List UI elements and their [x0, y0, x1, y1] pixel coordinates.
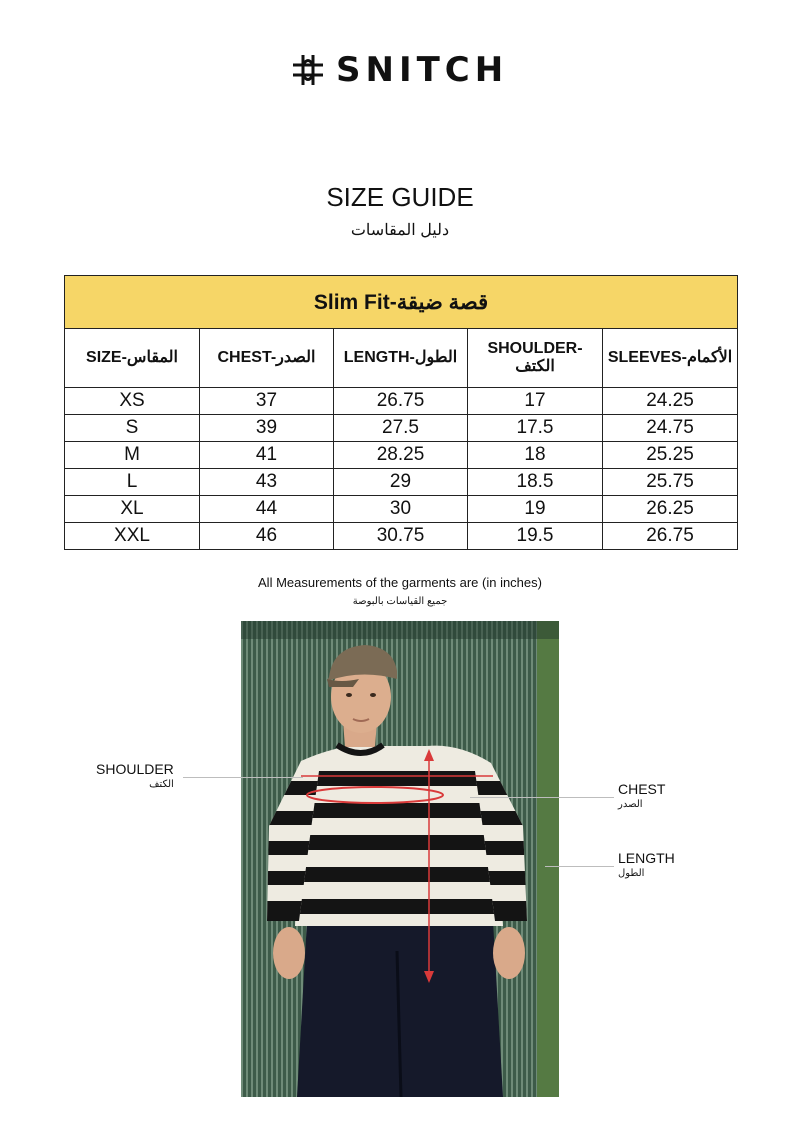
table-cell: 19	[468, 496, 603, 523]
table-cell: 30	[334, 496, 468, 523]
table-cell: 44	[200, 496, 334, 523]
length-label: LENGTH	[618, 850, 675, 866]
table-cell: L	[65, 469, 200, 496]
table-cell: 17.5	[468, 415, 603, 442]
table-cell: S	[65, 415, 200, 442]
measurement-note-arabic: جميع القياسات بالبوصة	[352, 596, 448, 607]
table-cell: 39	[200, 415, 334, 442]
table-cell: 18.5	[468, 469, 603, 496]
table-cell: 26.75	[603, 523, 738, 550]
brand-name: SNITCH	[336, 50, 509, 90]
chest-leader-line	[470, 797, 614, 798]
table-cell: 26.25	[603, 496, 738, 523]
brand-logo	[290, 50, 508, 90]
table-cell: 29	[334, 469, 468, 496]
shoulder-label: SHOULDER	[96, 761, 174, 777]
table-cell: XS	[65, 388, 200, 415]
table-row	[65, 469, 738, 496]
size-chart-table	[64, 275, 738, 550]
column-header: CHEST-الصدر	[200, 329, 334, 388]
shoulder-callout	[96, 761, 174, 790]
page-title: SIZE GUIDE	[326, 182, 474, 212]
table-cell: 24.25	[603, 388, 738, 415]
table-cell: 18	[468, 442, 603, 469]
length-label-arabic: الطول	[618, 868, 645, 879]
table-cell: M	[65, 442, 200, 469]
table-row	[65, 388, 738, 415]
table-cell: XXL	[65, 523, 200, 550]
model-photo	[241, 621, 559, 1097]
table-cell: 25.75	[603, 469, 738, 496]
table-cell: 25.25	[603, 442, 738, 469]
column-header: LENGTH-الطول	[334, 329, 468, 388]
measurement-note: All Measurements of the garments are (in inches)	[258, 575, 542, 590]
table-cell: 37	[200, 388, 334, 415]
fit-label: Slim Fit-قصة ضيقة	[65, 276, 738, 329]
table-cell: 17	[468, 388, 603, 415]
column-header: SHOULDER-الكتف	[468, 329, 603, 388]
shoulder-leader-line	[183, 777, 303, 778]
table-row	[65, 442, 738, 469]
table-row	[65, 496, 738, 523]
chest-label: CHEST	[618, 781, 666, 797]
chest-label-arabic: الصدر	[618, 799, 643, 810]
chest-callout	[618, 781, 665, 810]
column-header: SLEEVES-الأكمام	[603, 329, 738, 388]
table-cell: 26.75	[334, 388, 468, 415]
table-cell: 27.5	[334, 415, 468, 442]
page-title-arabic: دليل المقاسات	[350, 222, 450, 239]
table-cell: 43	[200, 469, 334, 496]
table-cell: XL	[65, 496, 200, 523]
hash-grid-logo-icon	[290, 52, 326, 88]
table-cell: 28.25	[334, 442, 468, 469]
table-cell: 24.75	[603, 415, 738, 442]
column-header: SIZE-المقاس	[65, 329, 200, 388]
table-cell: 41	[200, 442, 334, 469]
length-callout	[618, 850, 675, 879]
table-cell: 19.5	[468, 523, 603, 550]
shoulder-label-arabic: الكتف	[149, 779, 174, 790]
table-cell: 30.75	[334, 523, 468, 550]
table-row	[65, 415, 738, 442]
model-illustration	[241, 621, 559, 1097]
table-row	[65, 523, 738, 550]
table-cell: 46	[200, 523, 334, 550]
length-leader-line	[545, 866, 614, 867]
